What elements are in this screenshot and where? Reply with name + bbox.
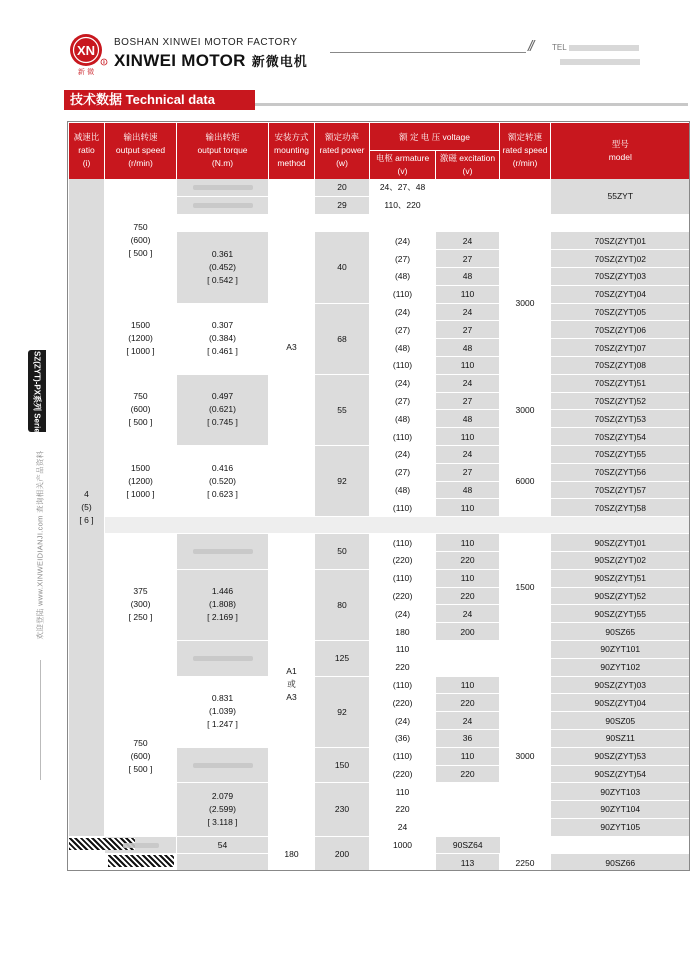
power-cell: 113 xyxy=(436,854,500,872)
header-output-torque: 输出转矩 output torque (N.m) xyxy=(177,123,269,179)
excitation-cell: 48 xyxy=(436,481,500,499)
header-ratio: 减速比 ratio (i) xyxy=(69,123,105,179)
excitation-cell: 110 xyxy=(436,747,500,765)
power-cell: 68 xyxy=(315,303,370,374)
armature-cell: 180 xyxy=(370,623,436,641)
model-cell: 70SZ(ZYT)05 xyxy=(551,303,690,321)
excitation-blank xyxy=(436,640,500,676)
model-cell: 70SZ(ZYT)57 xyxy=(551,481,690,499)
excitation-cell: 24 xyxy=(436,712,500,730)
model-cell: 55ZYT xyxy=(551,179,690,215)
excitation-blank xyxy=(436,214,500,232)
armature-cell: (48) xyxy=(370,481,436,499)
model-cell: 70SZ(ZYT)51 xyxy=(551,374,690,392)
armature-cell: (24) xyxy=(370,232,436,250)
tel-number-redacted xyxy=(569,45,639,51)
model-cell: 90SZ65 xyxy=(551,623,690,641)
armature-cell: (220) xyxy=(370,765,436,783)
model-cell: 90SZ(ZYT)51 xyxy=(551,569,690,587)
armature-cell: (27) xyxy=(370,463,436,481)
model-cell: 90SZ64 xyxy=(436,836,500,854)
header-slashes: // xyxy=(528,38,533,55)
torque-redacted xyxy=(177,640,269,676)
model-cell: 70SZ(ZYT)03 xyxy=(551,267,690,285)
model-cell: 90SZ11 xyxy=(551,729,690,747)
torque-redacted xyxy=(177,854,269,872)
model-cell: 70SZ(ZYT)54 xyxy=(551,428,690,446)
speed-redacted xyxy=(69,836,105,854)
armature-cell: 220 xyxy=(370,658,436,676)
side-series-tab-label: SZ(ZYT)-PX系列 Series J-SZ(ZYT)-PX xyxy=(32,351,42,491)
armature-cell: (48) xyxy=(370,267,436,285)
armature-cell: (24) xyxy=(370,605,436,623)
armature-cell: (110) xyxy=(370,534,436,552)
armature-cell: (36) xyxy=(370,729,436,747)
model-cell: 90SZ05 xyxy=(551,712,690,730)
redacted-mark xyxy=(193,185,253,190)
model-cell: 70SZ(ZYT)53 xyxy=(551,410,690,428)
model-cell: 90SZ(ZYT)53 xyxy=(551,747,690,765)
brand-title-en: XINWEI MOTOR xyxy=(114,51,246,70)
torque-cell: 0.361 (0.452) [ 0.542 ] xyxy=(177,232,269,303)
excitation-blank xyxy=(436,783,500,836)
excitation-cell: 220 xyxy=(436,587,500,605)
header-voltage: 额 定 电 压 voltage xyxy=(370,123,500,151)
brand-title-cn: 新微电机 xyxy=(251,54,308,69)
tel-number-redacted-2 xyxy=(560,59,640,65)
excitation-cell: 24 xyxy=(436,232,500,250)
model-cell: 90ZYT101 xyxy=(551,640,690,658)
header-mounting: 安装方式 mounting method xyxy=(269,123,315,179)
armature-cell: (24) xyxy=(370,303,436,321)
speed-1500-a: 1500 (1200) [ 1000 ] xyxy=(105,303,177,374)
excitation-cell: 27 xyxy=(436,392,500,410)
armature-cell: (48) xyxy=(370,410,436,428)
torque-redacted xyxy=(177,534,269,570)
armature-cell: (220) xyxy=(370,551,436,569)
mount-a3: A3 xyxy=(269,179,315,517)
excitation-cell xyxy=(436,179,500,197)
speed-1500-b: 1500 (1200) [ 1000 ] xyxy=(105,445,177,516)
armature-cell: (27) xyxy=(370,321,436,339)
armature-cell: (110) xyxy=(370,356,436,374)
ratio-redacted xyxy=(69,854,105,872)
section-title: 技术数据 Technical data xyxy=(64,90,255,110)
armature-cell: (110) xyxy=(370,747,436,765)
power-cell: 80 xyxy=(315,569,370,640)
rated-speed-cell: 1500 xyxy=(500,534,551,641)
svg-text:R: R xyxy=(102,60,106,65)
power-cell: 230 xyxy=(315,783,370,836)
power-cell: 125 xyxy=(315,640,370,676)
model-cell: 90ZYT102 xyxy=(551,658,690,676)
armature-cell: (110) xyxy=(370,676,436,694)
power-cell: 55 xyxy=(315,374,370,445)
rated-speed-cell: 3000 xyxy=(500,676,551,836)
armature-blank xyxy=(370,214,436,232)
redacted-mark xyxy=(193,763,253,768)
armature-cell: (110) xyxy=(370,569,436,587)
header-armature: 电枢 armature (v) xyxy=(370,151,436,179)
header-excitation: 激磁 excitation (v) xyxy=(436,151,500,179)
xinwei-logo xyxy=(64,32,108,76)
rated-speed-cell: 6000 xyxy=(500,445,551,516)
redacted-pattern xyxy=(108,855,174,867)
rated-speed-cell xyxy=(500,196,551,214)
excitation-cell: 110 xyxy=(436,356,500,374)
brand-title xyxy=(114,51,308,71)
model-cell: 90SZ(ZYT)52 xyxy=(551,587,690,605)
excitation-cell: 48 xyxy=(436,339,500,357)
excitation-cell: 24 xyxy=(436,605,500,623)
redacted-mark xyxy=(193,203,253,208)
power-blank xyxy=(315,214,370,232)
model-cell: 90SZ(ZYT)03 xyxy=(551,676,690,694)
armature-cell: (24) xyxy=(370,445,436,463)
torque-cell: 1.446 (1.808) [ 2.169 ] xyxy=(177,569,269,640)
armature-cell: (110) xyxy=(370,285,436,303)
torque-blank xyxy=(177,214,269,232)
redacted-mark xyxy=(193,549,253,554)
model-cell: 70SZ(ZYT)52 xyxy=(551,392,690,410)
model-cell: 70SZ(ZYT)06 xyxy=(551,321,690,339)
speed-750-b: 750 (600) [ 500 ] xyxy=(105,374,177,445)
excitation-cell: 110 xyxy=(436,499,500,517)
power-cell: 150 xyxy=(315,747,370,783)
rated-speed-cell xyxy=(500,179,551,197)
power-cell: 92 xyxy=(315,445,370,516)
header-rated-power: 额定功率 rated power (w) xyxy=(315,123,370,179)
torque-cell: 0.416 (0.520) [ 0.623 ] xyxy=(177,445,269,516)
excitation-cell: 24 xyxy=(436,445,500,463)
section-gap xyxy=(105,517,690,534)
speed-750-a: 750 (600) [ 500 ] xyxy=(105,179,177,304)
armature-cell: (27) xyxy=(370,250,436,268)
excitation-cell: 220 xyxy=(436,765,500,783)
model-cell: 90SZ66 xyxy=(551,854,690,872)
model-cell: 90SZ(ZYT)02 xyxy=(551,551,690,569)
model-cell: 90ZYT104 xyxy=(551,801,690,819)
excitation-cell: 110 xyxy=(436,428,500,446)
power-cell: 29 xyxy=(315,196,370,214)
header-model: 型号 model xyxy=(551,123,690,179)
model-cell: 90ZYT103 xyxy=(551,783,690,801)
model-cell: 70SZ(ZYT)58 xyxy=(551,499,690,517)
ratio-value: 4 (5) [ 6 ] xyxy=(69,179,105,837)
model-cell: 70SZ(ZYT)08 xyxy=(551,356,690,374)
excitation-cell: 27 xyxy=(436,321,500,339)
side-vertical-line xyxy=(40,660,41,780)
excitation-cell: 110 xyxy=(436,534,500,552)
excitation-cell: 110 xyxy=(436,676,500,694)
armature-cell: (110) xyxy=(370,428,436,446)
power-cell: 40 xyxy=(315,232,370,303)
model-cell: 90ZYT105 xyxy=(551,818,690,836)
model-cell: 70SZ(ZYT)07 xyxy=(551,339,690,357)
brand-en-small: BOSHAN XINWEI MOTOR FACTORY xyxy=(114,37,298,48)
power-cell: 20 xyxy=(315,179,370,197)
excitation-cell: 48 xyxy=(436,410,500,428)
torque-cell: 0.307 (0.384) [ 0.461 ] xyxy=(177,303,269,374)
model-cell: 70SZ(ZYT)04 xyxy=(551,285,690,303)
rated-speed-cell: 3000 xyxy=(500,232,551,374)
armature-cell: (110) xyxy=(370,499,436,517)
section-divider xyxy=(255,103,688,106)
speed-750-c: 750 (600) [ 500 ] xyxy=(105,676,177,836)
rated-speed-cell: 3000 xyxy=(500,374,551,445)
rated-speed-blank xyxy=(500,640,551,676)
torque-redacted xyxy=(177,747,269,783)
armature-cell: (24) xyxy=(370,374,436,392)
armature-cell: 110 xyxy=(370,783,436,801)
mount-a1-a3: A1 或 A3 xyxy=(269,534,315,837)
svg-text:XN: XN xyxy=(76,43,96,58)
excitation-cell: 24 xyxy=(436,303,500,321)
rated-speed-cell: 2250 xyxy=(500,854,551,872)
armature-cell: 180 xyxy=(269,836,315,872)
technical-data-table xyxy=(68,122,689,870)
armature-cell: 24 xyxy=(370,818,436,836)
mount-blank xyxy=(370,854,436,872)
power-cell: 50 xyxy=(315,534,370,570)
excitation-cell: 110 xyxy=(436,285,500,303)
armature-cell: (24) xyxy=(370,712,436,730)
speed-redacted xyxy=(105,854,177,872)
speed-375: 375 (300) [ 250 ] xyxy=(105,534,177,676)
armature-cell: (27) xyxy=(370,392,436,410)
armature-cell: (220) xyxy=(370,587,436,605)
model-cell: 90SZ(ZYT)04 xyxy=(551,694,690,712)
excitation-cell: 200 xyxy=(315,836,370,872)
model-cell: 90SZ(ZYT)55 xyxy=(551,605,690,623)
excitation-cell: 27 xyxy=(436,463,500,481)
header-divider xyxy=(330,52,526,53)
torque-cell: 2.079 (2.599) [ 3.118 ] xyxy=(177,783,269,836)
armature-cell: 24、27、48 xyxy=(370,179,436,197)
torque-redacted xyxy=(177,179,269,197)
power-cell: 92 xyxy=(315,676,370,747)
excitation-cell: 24 xyxy=(436,374,500,392)
torque-redacted xyxy=(177,196,269,214)
rated-speed-cell: 1000 xyxy=(370,836,436,854)
armature-cell: (48) xyxy=(370,339,436,357)
header-rated-speed: 额定转速 rated speed (r/min) xyxy=(500,123,551,179)
rated-speed-blank xyxy=(500,214,551,232)
excitation-cell: 220 xyxy=(436,694,500,712)
torque-cell: 0.497 (0.621) [ 0.745 ] xyxy=(177,374,269,445)
armature-cell: (220) xyxy=(370,694,436,712)
side-website-text: 欢迎登陆 www.XINWEIDIANJI.com 查询相关产品资料 xyxy=(35,450,45,640)
redacted-mark xyxy=(123,843,159,848)
model-cell: 70SZ(ZYT)01 xyxy=(551,232,690,250)
excitation-cell: 48 xyxy=(436,267,500,285)
tel-label: TEL xyxy=(552,43,567,52)
excitation-cell xyxy=(436,196,500,214)
model-cell: 90SZ(ZYT)01 xyxy=(551,534,690,552)
tel-info xyxy=(552,41,640,69)
model-blank xyxy=(551,214,690,232)
header-output-speed: 输出转速 output speed (r/min) xyxy=(105,123,177,179)
model-cell: 70SZ(ZYT)56 xyxy=(551,463,690,481)
armature-cell: 220 xyxy=(370,801,436,819)
model-cell: 70SZ(ZYT)55 xyxy=(551,445,690,463)
excitation-cell: 200 xyxy=(436,623,500,641)
armature-cell: 110 xyxy=(370,640,436,658)
redacted-mark xyxy=(193,656,253,661)
excitation-cell: 27 xyxy=(436,250,500,268)
power-cell: 54 xyxy=(177,836,269,854)
model-cell: 90SZ(ZYT)54 xyxy=(551,765,690,783)
excitation-cell: 36 xyxy=(436,729,500,747)
excitation-cell: 220 xyxy=(436,551,500,569)
svg-text:新 微: 新 微 xyxy=(77,68,95,76)
torque-cell: 0.831 (1.039) [ 1.247 ] xyxy=(177,676,269,747)
model-cell: 70SZ(ZYT)02 xyxy=(551,250,690,268)
excitation-cell: 110 xyxy=(436,569,500,587)
armature-cell: 110、220 xyxy=(370,196,436,214)
